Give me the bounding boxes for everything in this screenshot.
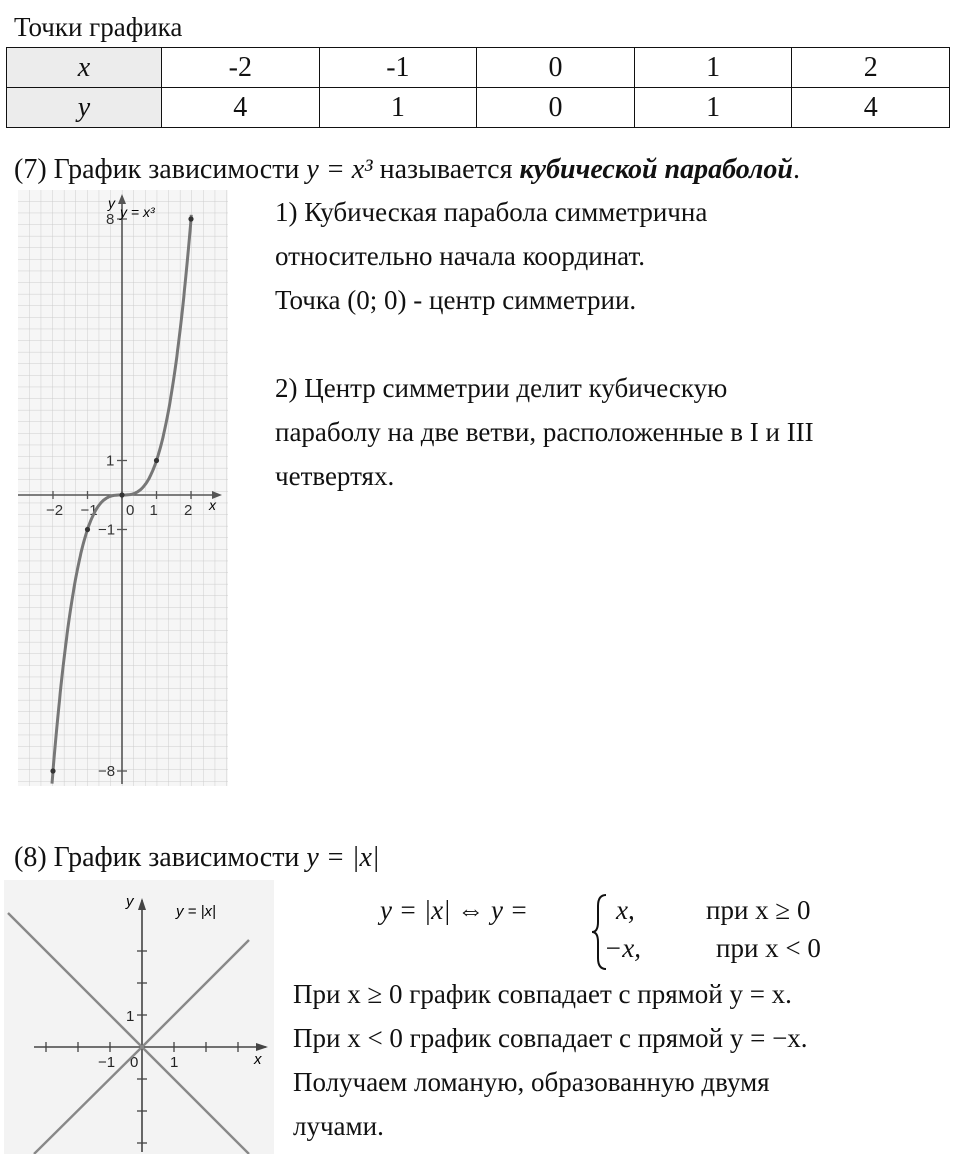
text-line: При x < 0 график совпадает с прямой y = −x. (293, 1023, 808, 1053)
section7-heading (14, 148, 800, 192)
text-line: 1) Кубическая парабола симметрична (275, 197, 708, 227)
formula: y = x³ (306, 154, 373, 185)
curve-point (119, 492, 124, 497)
x-header: x (7, 48, 162, 88)
x-tick-label: 0 (130, 1054, 139, 1071)
case1-expr: x, (616, 895, 635, 925)
curve-point (50, 768, 55, 773)
text-line: При x ≥ 0 график совпадает с прямой y = x. (293, 979, 792, 1009)
abs-chart (4, 880, 274, 1154)
y-tick-label: 1 (106, 452, 115, 470)
table-cell: 4 (162, 88, 320, 128)
case2-expr: −x, (604, 933, 641, 963)
table-row (7, 48, 950, 88)
table-title: Точки графика (14, 12, 183, 42)
heading-text: График зависимости (53, 154, 300, 185)
x-tick-label: −2 (46, 502, 64, 519)
text-line: Точка (0; 0) - центр симметрии. (275, 285, 637, 315)
section8-text (293, 972, 808, 1148)
y-tick-label: 1 (126, 1008, 135, 1025)
y-axis-label: y (126, 893, 134, 910)
points-table (6, 47, 950, 128)
chart-grid (18, 190, 228, 786)
table-cell: 2 (792, 48, 950, 88)
case1-cond: при x ≥ 0 (706, 895, 811, 925)
table-cell: 1 (634, 88, 792, 128)
text-line: относительно начала координат. (275, 241, 645, 271)
heading-text: . (792, 154, 800, 185)
heading-text: называется (379, 154, 513, 185)
section-number: (7) (14, 154, 47, 185)
table-row (7, 88, 950, 128)
table-cell: -1 (319, 48, 477, 88)
text-line: лучами. (293, 1111, 384, 1141)
curve-point (154, 458, 159, 463)
x-tick-label: 1 (149, 502, 158, 519)
table-cell: 1 (634, 48, 792, 88)
cubic-series-label: y = x³ (120, 204, 155, 220)
y-tick-label: 8 (106, 211, 115, 228)
chart-background (4, 880, 274, 1154)
table-cell: 0 (477, 88, 635, 128)
table-cell: 4 (792, 88, 950, 128)
case2-cond: при x < 0 (716, 933, 821, 963)
table-cell: 0 (477, 48, 635, 88)
piecewise-lhs: y = |x| ⇔ y = (380, 895, 528, 925)
table-cell: 1 (319, 88, 477, 128)
y-axis-label: y (108, 195, 115, 211)
heading-text: График зависимости (53, 842, 300, 873)
text-line: параболу на две ветви, расположенные в I и III (275, 417, 814, 447)
formula: y = |x| (306, 842, 380, 873)
x-tick-label: 0 (126, 502, 135, 519)
x-tick-label: 2 (184, 502, 193, 519)
abs-series-label: y = |x| (176, 903, 216, 920)
curve-point (188, 216, 193, 221)
y-tick-label: −8 (98, 763, 116, 780)
curve-point (85, 527, 90, 532)
x-axis-label: x (209, 497, 216, 513)
text-line: 2) Центр симметрии делит кубическую (275, 373, 728, 403)
x-tick-label: 1 (170, 1054, 179, 1071)
x-tick-label: −1 (98, 1054, 116, 1071)
text-line: четвертях. (275, 461, 395, 491)
section-number: (8) (14, 842, 47, 873)
cubic-chart (18, 190, 228, 786)
y-header: y (7, 88, 162, 128)
term: кубической параболой (519, 154, 793, 185)
section8-heading (14, 836, 380, 880)
y-tick-label: −1 (98, 521, 116, 539)
x-tick-label: −1 (80, 502, 98, 519)
x-axis-label: x (254, 1051, 262, 1068)
section7-text (275, 190, 814, 498)
text-line: Получаем ломаную, образованную двумя (293, 1067, 770, 1097)
text-line (275, 322, 814, 366)
table-cell: -2 (162, 48, 320, 88)
